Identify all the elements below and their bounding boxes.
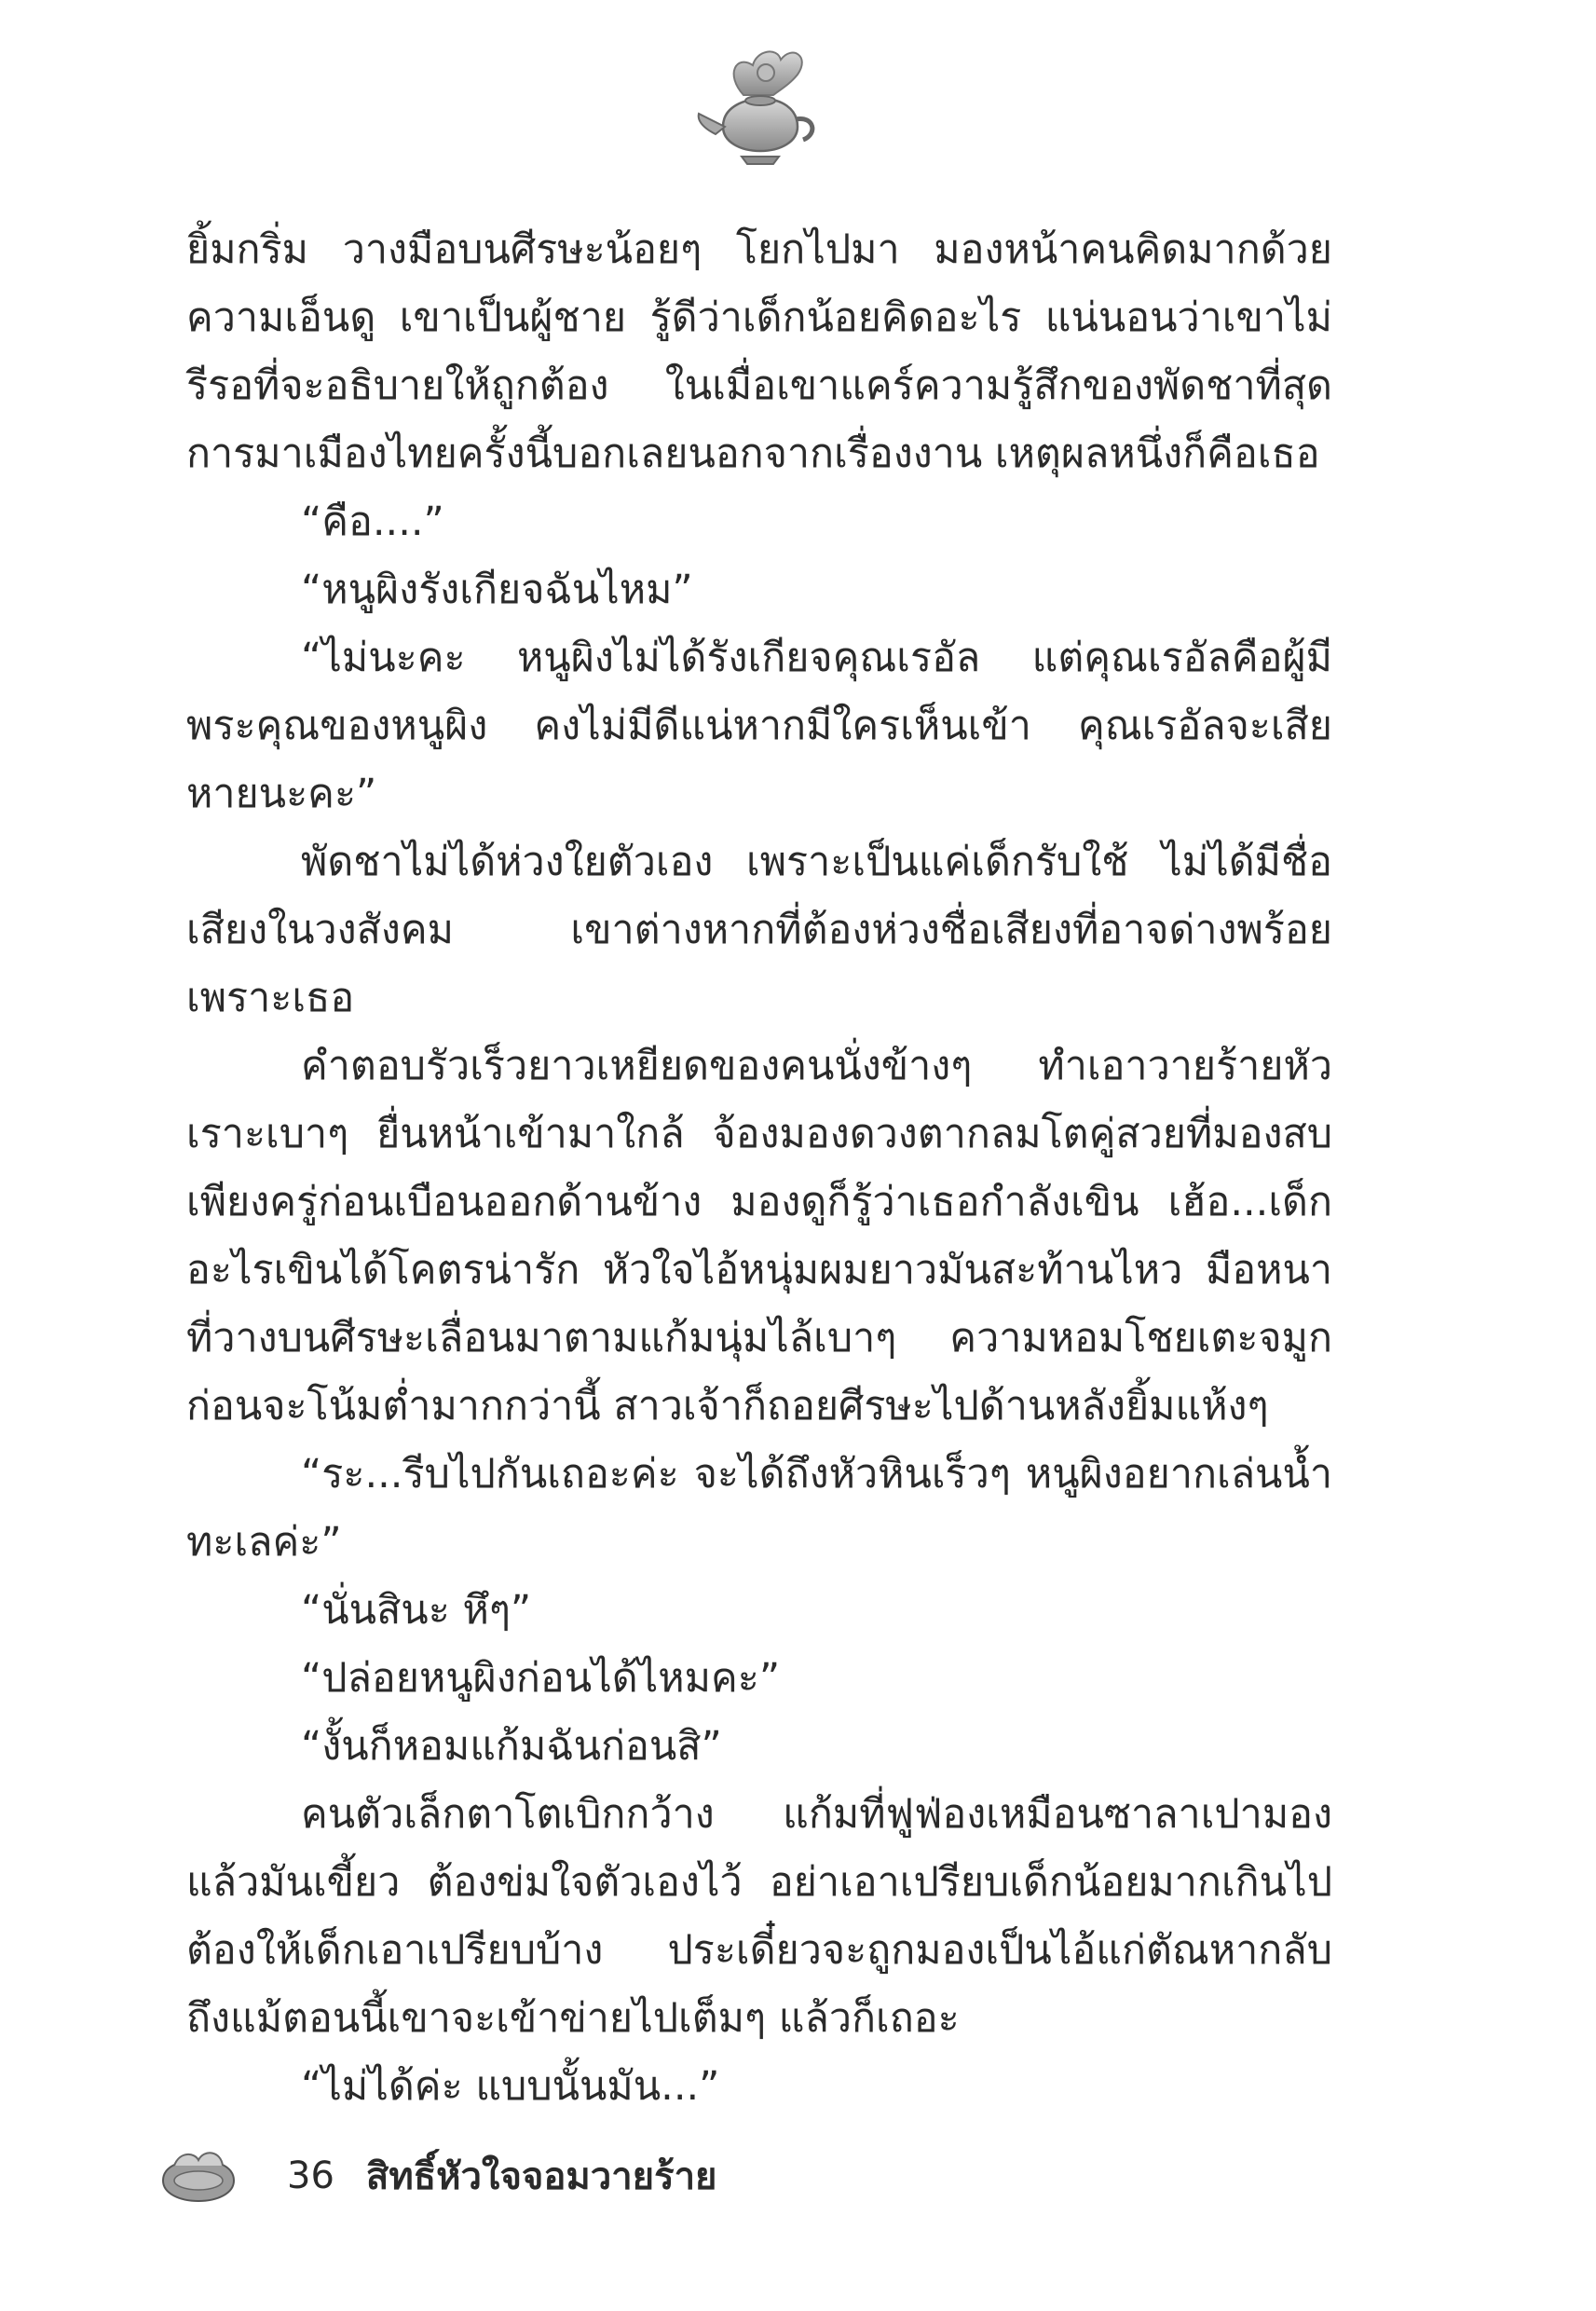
paragraph: “นั่นสินะ หึๆ”: [301, 1587, 532, 1634]
paragraph: “หนูผิงรังเกียจฉันไหม”: [301, 567, 693, 613]
paragraph: คนตัวเล็กตาโตเบิกกว้าง แก้มที่ฟูฟ่องเหมือนซาลาเปามองแล้วมันเขี้ยว ต้องข่มใจตัวเองไว้ อย่าเอาเปรียบเด็กน้อยมากเกินไป ต้องให้เด็กเอาเปรียบบ้าง ประเดี๋ยวจะถูกมองเป็นไอ้แก่ตัณหากลับ ถึงแม้ตอนนี้เขาจะเข้าข่ายไปเต็มๆ แล้วก็เถอะ: [186, 1791, 1332, 2042]
page-footer: [154, 2139, 716, 2213]
paragraph: “คือ....”: [301, 499, 444, 545]
paragraph: “งั้นก็หอมแก้มฉันก่อนสิ”: [301, 1723, 722, 1770]
book-title: สิทธิ์หัวใจจอมวายร้าย: [365, 2155, 717, 2198]
paragraph: ยิ้มกริ่ม วางมือบนศีรษะน้อยๆ โยกไปมา มองหน้าคนคิดมากด้วยความเอ็นดู เขาเป็นผู้ชาย รู้ดีว่าเด็กน้อยคิดอะไร แน่นอนว่าเขาไม่รีรอที่จะอธิบายให้ถูกต้อง ในเมื่อเขาแคร์ความรู้สึกของพัดชาที่สุด การมาเมืองไทยครั้งนี้บอกเลยนอกจากเรื่องงาน เหตุผลหนึ่งก็คือเธอ: [186, 226, 1332, 477]
page-number: 36: [287, 2154, 334, 2197]
cupid-teapot-icon: [154, 2143, 242, 2208]
paragraph: “ปล่อยหนูผิงก่อนได้ไหมคะ”: [301, 1655, 781, 1702]
paragraph: “ไม่นะคะ หนูผิงไม่ได้รังเกียจคุณเรอัล แต่คุณเรอัลคือผู้มีพระคุณของหนูผิง คงไม่มีดีแน่หากมีใครเห็นเข้า คุณเรอัลจะเสียหายนะคะ”: [186, 635, 1332, 817]
paragraph: คำตอบรัวเร็วยาวเหยียดของคนนั่งข้างๆ ทำเอาวายร้ายหัวเราะเบาๆ ยื่นหน้าเข้ามาใกล้ จ้องมองดวงตากลมโตคู่สวยที่มองสบเพียงครู่ก่อนเบือนออกด้านข้าง มองดูก็รู้ว่าเธอกำลังเขิน เฮ้อ...เด็กอะไรเขินได้โคตรน่ารัก หัวใจไอ้หนุ่มผมยาวมันสะท้านไหว มือหนาที่วางบนศีรษะเลื่อนมาตามแก้มนุ่มไล้เบาๆ ความหอมโชยเตะจมูก ก่อนจะโน้มต่ำมากกว่านี้ สาวเจ้าก็ถอยศีรษะไปด้านหลังยิ้มแห้งๆ: [186, 1043, 1332, 1429]
paragraph: พัดชาไม่ได้ห่วงใยตัวเอง เพราะเป็นแค่เด็กรับใช้ ไม่ได้มีชื่อเสียงในวงสังคม เขาต่างหากที่ต้องห่วงชื่อเสียงที่อาจด่างพร้อยเพราะเธอ: [186, 839, 1332, 1021]
paragraph: “ไม่ได้ค่ะ แบบนั้นมัน...”: [301, 2063, 720, 2110]
story-text: [186, 216, 1332, 2121]
cupid-teapot-icon: [688, 37, 827, 177]
paragraph: “ระ...รีบไปกันเถอะค่ะ จะได้ถึงหัวหินเร็วๆ หนูผิงอยากเล่นน้ำทะเลค่ะ”: [186, 1451, 1332, 1566]
